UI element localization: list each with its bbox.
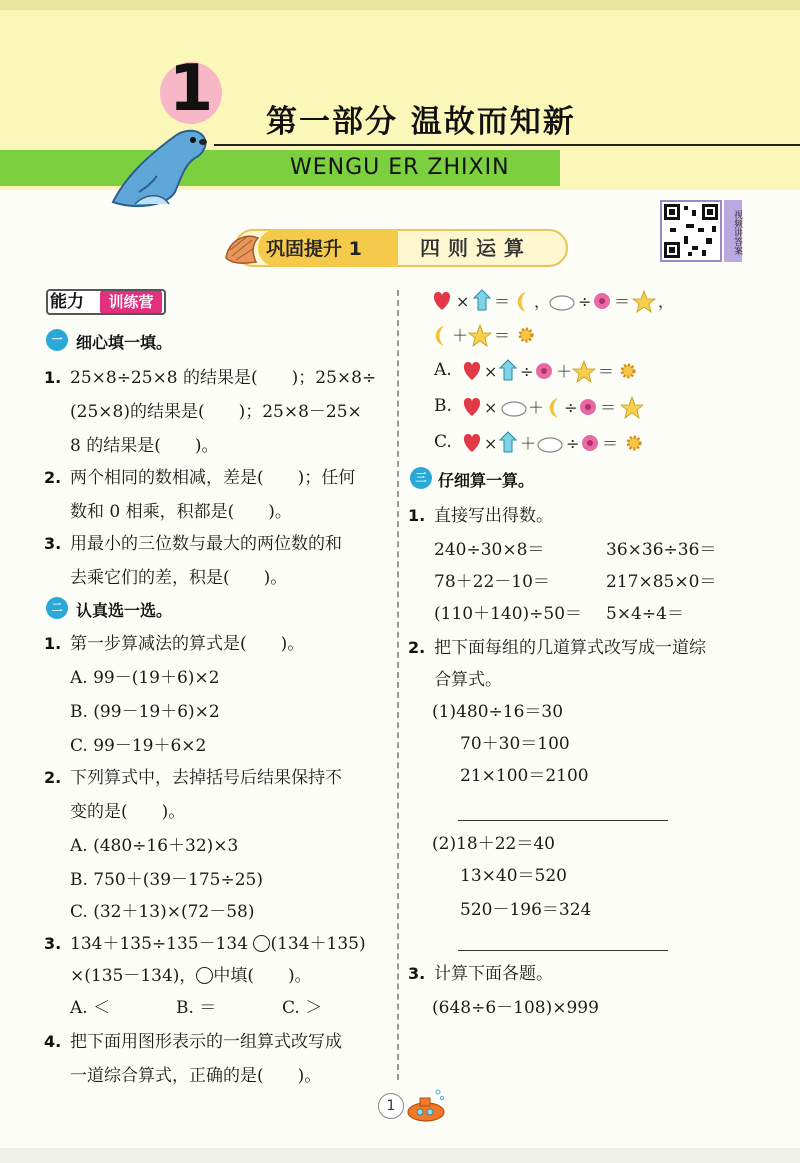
s1-q3-line1: 用最小的三位数与最大的两位数的和 <box>70 534 342 554</box>
section2-title: 认真选一选。 <box>76 601 173 620</box>
group1-line: 70＋30＝100 <box>460 734 570 754</box>
s2-q3-line1a: 134＋135÷135－134 <box>70 934 249 954</box>
s2-q2-line1: 下列算式中，去掉括号后结果保持不 <box>70 768 342 788</box>
moon-icon <box>436 326 444 346</box>
svg-text:÷: ÷ <box>520 362 534 381</box>
svg-text:＝: ＝ <box>598 362 615 381</box>
s2-q4-number: 4. <box>44 1032 62 1051</box>
s3-q3-expr: (648÷6－108)×999 <box>432 998 599 1018</box>
group2-line: (2)18＋22＝40 <box>432 834 555 854</box>
training-camp-tag: 训练营 <box>100 291 162 313</box>
section1-badge: 一 <box>46 329 68 351</box>
s2-q3-option-b[interactable]: B. ＝ <box>176 998 217 1018</box>
svg-text:＋: ＋ <box>528 398 545 417</box>
title-rule <box>214 144 800 146</box>
svg-text:×: × <box>484 398 498 417</box>
s1-q2-line1: 两个相同的数相减，差是( )；任何 <box>70 468 356 488</box>
s2-q1-option-c[interactable]: C. 99－19＋6×2 <box>70 736 207 756</box>
s2-q3-line2 <box>70 964 312 988</box>
s2-q2-option-b[interactable]: B. 750＋(39－175÷25) <box>70 870 263 890</box>
calc-item: 36×36÷36＝ <box>606 540 717 560</box>
s1-q1-line1: 25×8÷25×8 的结果是( )；25×8÷ <box>70 368 377 388</box>
group2-answer-line[interactable] <box>458 950 668 951</box>
s3-q3-stem: 计算下面各题。 <box>434 964 553 984</box>
s1-q3-number: 3. <box>44 534 62 553</box>
s1-q1-line2: (25×8)的结果是( )；25×8－25× <box>70 402 362 422</box>
s2-q2-line2: 变的是( )。 <box>70 802 186 822</box>
calc-item: 217×85×0＝ <box>606 572 717 592</box>
qr-label: 视频讲答案 <box>724 200 742 262</box>
pic-option-c[interactable]: C. <box>434 432 452 452</box>
picture-equation-2 <box>430 320 550 350</box>
cloud-icon <box>550 296 574 310</box>
calc-item: (110＋140)÷50＝ <box>434 604 583 624</box>
svg-text:，: ， <box>658 292 675 311</box>
s2-q1-option-b[interactable]: B. (99－19＋6)×2 <box>70 702 220 722</box>
s2-q3-line1 <box>70 932 366 956</box>
s1-q1-line3: 8 的结果是( )。 <box>70 436 219 456</box>
section3-title: 仔细算一算。 <box>438 471 535 490</box>
s1-q3-line2: 去乘它们的差，积是( )。 <box>70 568 288 588</box>
top-edge <box>0 0 800 10</box>
s3-q2-line1: 把下面每组的几道算式改写成一道综 <box>434 638 706 658</box>
s2-q3-option-c[interactable]: C. ＞ <box>282 998 323 1018</box>
svg-text:÷: ÷ <box>566 434 580 453</box>
calc-item: 78＋22－10＝ <box>434 572 550 592</box>
s1-q2-line2: 数和 0 相乘，积都是( )。 <box>70 502 292 522</box>
svg-text:＋: ＋ <box>556 362 573 381</box>
svg-text:＝: ＝ <box>614 292 631 311</box>
svg-text:＝: ＝ <box>600 398 617 417</box>
bottom-band <box>0 1148 800 1163</box>
lesson-topic: 四则运算 <box>420 236 532 260</box>
s2-q3-number: 3. <box>44 934 62 953</box>
qr-code[interactable] <box>660 200 722 262</box>
s2-q3-option-a[interactable]: A. ＜ <box>70 998 111 1018</box>
pic-option-a[interactable]: A. <box>434 360 452 380</box>
seal-mascot-icon <box>105 118 225 214</box>
qr-code-icon <box>662 202 720 260</box>
picture-equation-1 <box>430 286 675 316</box>
svg-text:＝: ＝ <box>602 434 619 453</box>
s2-q1-option-a[interactable]: A. 99－(19＋6)×2 <box>70 668 220 688</box>
svg-text:＋: ＋ <box>520 434 537 453</box>
shell-icon <box>222 228 262 268</box>
lesson-label: 巩固提升 1 <box>266 238 362 260</box>
s2-q3-line2b: 中填( )。 <box>213 966 312 986</box>
pic-option-b[interactable]: B. <box>434 396 452 416</box>
s2-q3-line1b: (134＋135) <box>270 934 366 954</box>
s2-q4-line1: 把下面用图形表示的一组算式改写成 <box>70 1032 342 1052</box>
svg-text:÷: ÷ <box>578 292 592 311</box>
moon-icon <box>518 292 526 312</box>
s3-q2-line2: 合算式。 <box>434 670 502 690</box>
s2-q2-option-c[interactable]: C. (32＋13)×(72－58) <box>70 902 255 922</box>
group1-answer-line[interactable] <box>458 820 668 821</box>
s3-q1-number: 1. <box>408 506 426 525</box>
section1-title: 细心填一填。 <box>76 333 173 352</box>
submarine-icon <box>404 1086 450 1126</box>
star-icon <box>469 325 491 346</box>
star-icon <box>633 291 655 312</box>
svg-text:÷: ÷ <box>564 398 578 417</box>
svg-text:＝: ＝ <box>494 326 511 345</box>
pic-option-a-expr <box>460 356 640 386</box>
compare-circle-ref <box>196 967 213 984</box>
s2-q1-stem: 第一步算减法的算式是( )。 <box>70 634 305 654</box>
s3-q1-stem: 直接写出得数。 <box>434 506 553 526</box>
calc-item: 240÷30×8＝ <box>434 540 545 560</box>
group2-line: 520－196＝324 <box>460 900 592 920</box>
svg-text:×: × <box>484 362 498 381</box>
s3-q2-number: 2. <box>408 638 426 657</box>
unit-number: 1 <box>168 52 214 126</box>
svg-text:，: ， <box>534 292 551 311</box>
pic-option-b-expr <box>460 392 660 422</box>
svg-text:＋: ＋ <box>452 326 469 345</box>
calc-item: 5×4÷4＝ <box>606 604 684 624</box>
svg-text:＝: ＝ <box>494 292 511 311</box>
section3-badge: 三 <box>410 467 432 489</box>
s3-q3-number: 3. <box>408 964 426 983</box>
group2-line: 13×40＝520 <box>460 866 567 886</box>
heart-icon <box>434 292 450 310</box>
part-title: 第一部分 温故而知新 <box>266 104 576 140</box>
s2-q2-number: 2. <box>44 768 62 787</box>
arrow-up-icon <box>474 290 490 310</box>
s1-q1-number: 1. <box>44 368 62 387</box>
s2-q4-line2: 一道综合算式，正确的是( )。 <box>70 1066 322 1086</box>
column-divider <box>397 290 399 1080</box>
s1-q2-number: 2. <box>44 468 62 487</box>
group1-line: (1)480÷16＝30 <box>432 702 564 722</box>
pic-option-c-expr <box>460 428 660 458</box>
group1-line: 21×100＝2100 <box>460 766 589 786</box>
ability-badge-text: 能力 <box>50 292 84 312</box>
page-number: 1 <box>378 1093 404 1119</box>
s2-q2-option-a[interactable]: A. (480÷16＋32)×3 <box>70 836 239 856</box>
s2-q1-number: 1. <box>44 634 62 653</box>
pinyin-subtitle: WENGU ER ZHIXIN <box>290 155 510 180</box>
s2-q3-line2a: ×(135－134)， <box>70 966 197 986</box>
svg-text:×: × <box>484 434 498 453</box>
section2-badge: 二 <box>46 597 68 619</box>
sun-icon <box>520 329 532 341</box>
svg-text:×: × <box>456 292 470 311</box>
compare-circle-blank <box>253 935 270 952</box>
